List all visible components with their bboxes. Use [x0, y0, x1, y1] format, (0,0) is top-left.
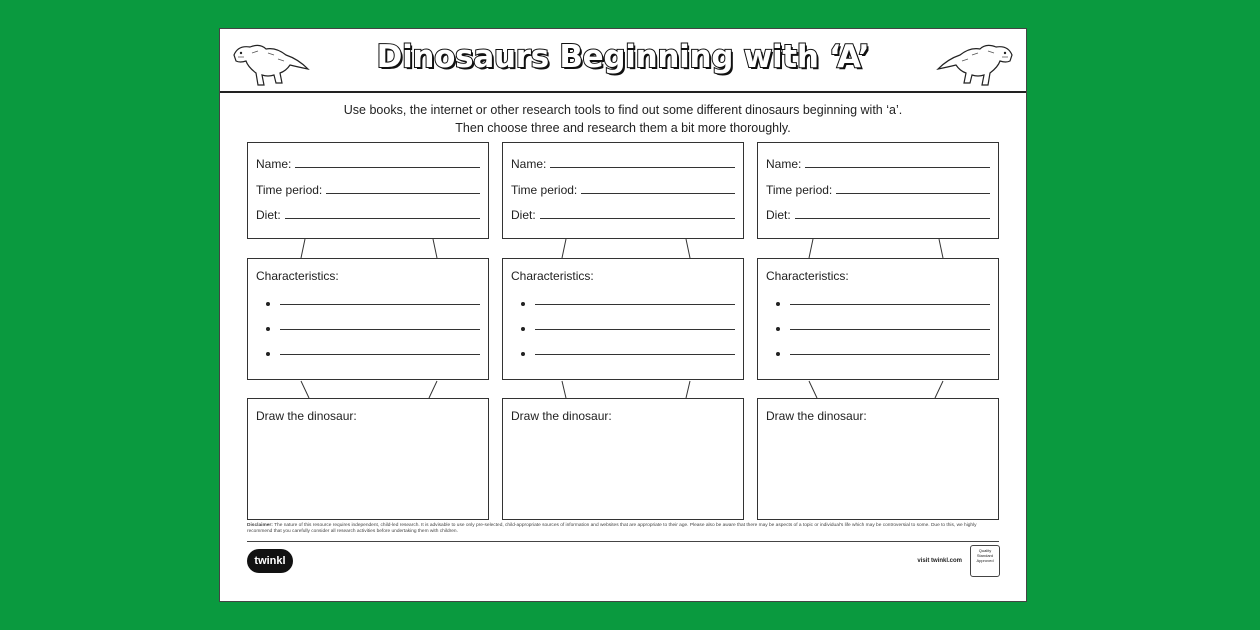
- t-rex-left-icon: [228, 35, 312, 87]
- characteristics-box: [502, 258, 744, 380]
- characteristic-line[interactable]: [266, 322, 480, 336]
- write-line: [795, 218, 990, 219]
- time-period-label: Time period:: [511, 183, 578, 197]
- drawing-box[interactable]: [247, 398, 489, 520]
- instruction-line-2: Then choose three and research them a bit more thoroughly.: [455, 121, 791, 135]
- name-label: Name:: [766, 157, 802, 171]
- draw-label: Draw the dinosaur:: [766, 409, 867, 423]
- draw-label: Draw the dinosaur:: [256, 409, 357, 423]
- disclaimer-text: The nature of this resource requires independent, child-led research. It is advisable to use only pre-selected, child-appropriate sources of information and websites that are appropriate to their age. Please also be aware that there may be aspects of a topic or individual's life which may be controversial to some. Due to this, we highly recommend that you carefully consider all research activities before undertaking them with children.: [247, 523, 977, 534]
- write-line: [540, 218, 735, 219]
- diet-field[interactable]: [766, 202, 990, 222]
- characteristics-label: Characteristics:: [256, 269, 339, 283]
- disclaimer: [247, 523, 999, 535]
- name-label: Name:: [511, 157, 547, 171]
- quality-badge: [970, 545, 1000, 577]
- characteristic-line[interactable]: [776, 347, 990, 361]
- write-line: [805, 167, 990, 168]
- instructions: [220, 101, 1026, 137]
- time-period-label: Time period:: [766, 183, 833, 197]
- disclaimer-label: Disclaimer:: [247, 523, 273, 528]
- time-period-field[interactable]: [511, 177, 735, 197]
- connector: [502, 380, 744, 400]
- diet-field[interactable]: [511, 202, 735, 222]
- page-title: Dinosaurs Beginning with ‘A’: [376, 39, 870, 75]
- connector: [502, 239, 744, 259]
- name-field[interactable]: [256, 151, 480, 171]
- badge-text: Quality Standard Approved: [976, 548, 994, 563]
- characteristic-line[interactable]: [776, 297, 990, 311]
- connector: [757, 380, 999, 400]
- connector: [757, 239, 999, 259]
- characteristics-box: [757, 258, 999, 380]
- visit-link[interactable]: visit twinkl.com: [917, 558, 962, 564]
- diet-label: Diet:: [256, 208, 281, 222]
- name-label: Name:: [256, 157, 292, 171]
- characteristic-line[interactable]: [266, 297, 480, 311]
- characteristic-line[interactable]: [521, 347, 735, 361]
- drawing-box[interactable]: [757, 398, 999, 520]
- connector: [247, 380, 489, 400]
- characteristic-line[interactable]: [776, 322, 990, 336]
- name-field[interactable]: [511, 151, 735, 171]
- diet-label: Diet:: [766, 208, 791, 222]
- write-line: [836, 193, 990, 194]
- write-line: [285, 218, 480, 219]
- instruction-line-1: Use books, the internet or other research tools to find out some different dinosaurs beginning with ‘a’.: [343, 103, 903, 117]
- write-line: [326, 193, 480, 194]
- name-field[interactable]: [766, 151, 990, 171]
- t-rex-right-icon: [934, 35, 1018, 87]
- worksheet-page: [219, 28, 1027, 602]
- write-line: [550, 167, 735, 168]
- time-period-field[interactable]: [766, 177, 990, 197]
- write-line: [295, 167, 480, 168]
- time-period-label: Time period:: [256, 183, 323, 197]
- info-box: [247, 142, 489, 239]
- info-box: [502, 142, 744, 239]
- time-period-field[interactable]: [256, 177, 480, 197]
- characteristic-line[interactable]: [521, 297, 735, 311]
- footer-divider: [247, 541, 999, 542]
- connector: [247, 239, 489, 259]
- drawing-box[interactable]: [502, 398, 744, 520]
- info-box: [757, 142, 999, 239]
- write-line: [581, 193, 735, 194]
- diet-label: Diet:: [511, 208, 536, 222]
- twinkl-logo[interactable]: twinkl: [247, 549, 293, 573]
- characteristics-label: Characteristics:: [766, 269, 849, 283]
- characteristics-box: [247, 258, 489, 380]
- characteristic-line[interactable]: [266, 347, 480, 361]
- worksheet-header: [220, 29, 1026, 93]
- characteristic-line[interactable]: [521, 322, 735, 336]
- draw-label: Draw the dinosaur:: [511, 409, 612, 423]
- characteristics-label: Characteristics:: [511, 269, 594, 283]
- diet-field[interactable]: [256, 202, 480, 222]
